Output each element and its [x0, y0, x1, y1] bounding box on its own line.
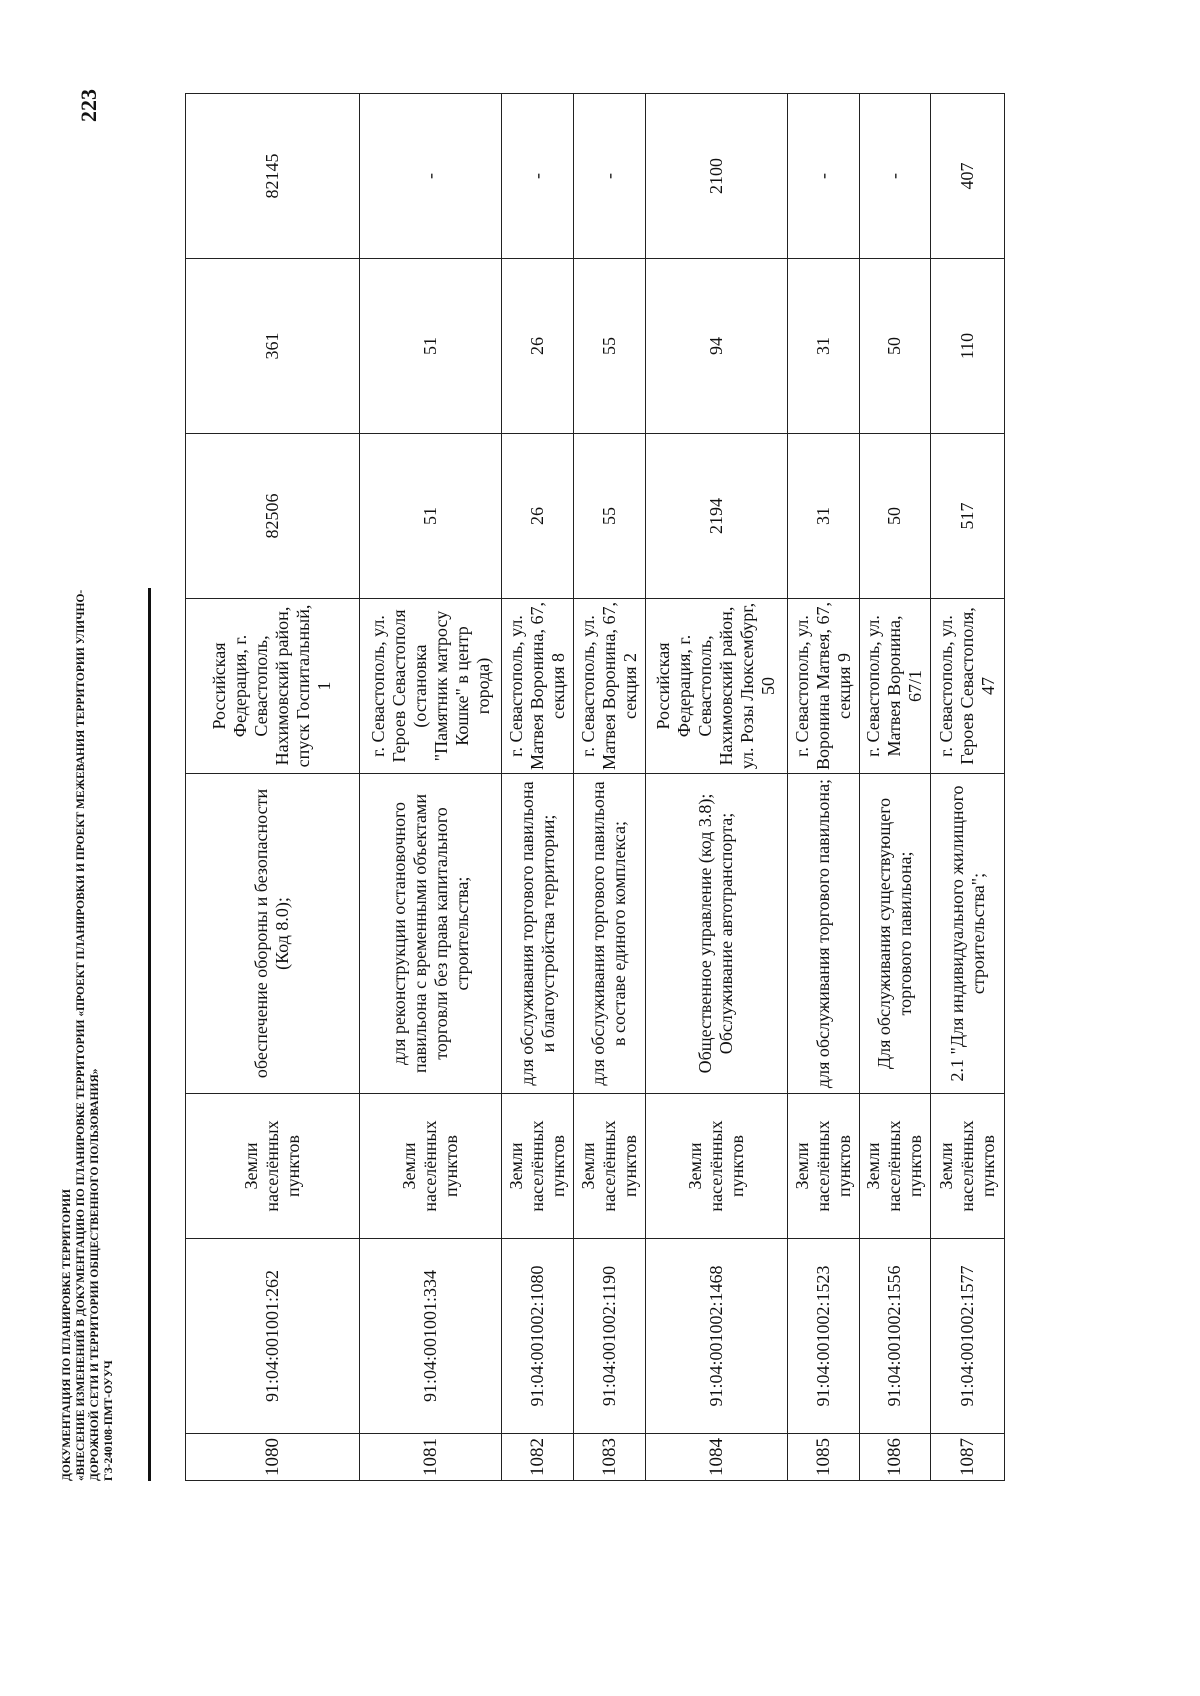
permitted-use: Для обслуживания существующего торгового павильона; [859, 774, 931, 1094]
table-row [645, 94, 787, 1481]
area-total: 31 [787, 434, 859, 599]
area-remaining: 2100 [645, 94, 787, 259]
cadastral-number: 91:04:001002:1523 [787, 1239, 859, 1434]
table-row [931, 94, 1005, 1481]
row-number: 1080 [186, 1434, 360, 1481]
land-category: Земли населённых пунктов [502, 1094, 574, 1239]
row-number: 1086 [859, 1434, 931, 1481]
address: Российская Федерация, г. Севастополь, Нахимовский район, спуск Госпитальный, 1 [186, 599, 360, 774]
area-remaining: 407 [931, 94, 1005, 259]
cadastral-number: 91:04:001002:1556 [859, 1239, 931, 1434]
area-part: 50 [859, 259, 931, 434]
permitted-use: Общественное управление (код 3.8); Обслуживание автотранспорта; [645, 774, 787, 1094]
area-remaining: - [573, 94, 645, 259]
address: г. Севастополь, ул. Матвея Воронина, 67/1 [859, 599, 931, 774]
cadastral-number: 91:04:001002:1190 [573, 1239, 645, 1434]
area-total: 82506 [186, 434, 360, 599]
address: г. Севастополь, ул. Героев Севастополя (остановка "Памятник матросу Кошке" в центр города) [359, 599, 501, 774]
land-category: Земли населённых пунктов [787, 1094, 859, 1239]
address: г. Севастополь, ул. Воронина Матвея, 67, секция 9 [787, 599, 859, 774]
area-part: 51 [359, 259, 501, 434]
address: г. Севастополь, ул. Матвея Воронина, 67, секция 2 [573, 599, 645, 774]
table-row [787, 94, 859, 1481]
area-part: 31 [787, 259, 859, 434]
table-row [186, 94, 360, 1481]
area-remaining: - [859, 94, 931, 259]
area-remaining: - [359, 94, 501, 259]
permitted-use: 2.1 "Для индивидуального жилищного строительства"; [931, 774, 1005, 1094]
header-line: «ВНЕСЕНИЕ ИЗМЕНЕНИЙ В ДОКУМЕНТАЦИЮ ПО ПЛАНИРОВКЕ ТЕРРИТОРИИ «ПРОЕКТ ПЛАНИРОВКИ И ПРОЕКТ МЕЖЕВАНИЯ ТЕРРИТОРИИ УЛИЧНО- [75, 589, 87, 1481]
permitted-use: для реконструкции остановочного павильона с временными объектами торговли без права капитального строительства; [359, 774, 501, 1094]
cadastral-number: 91:04:001002:1080 [502, 1239, 574, 1434]
document-header [60, 321, 116, 1481]
header-line: ДОРОЖНОЙ СЕТИ И ТЕРРИТОРИИ ОБЩЕСТВЕННОГО ПОЛЬЗОВАНИЯ» [89, 1068, 101, 1481]
area-remaining: - [787, 94, 859, 259]
cadastral-number: 91:04:001001:262 [186, 1239, 360, 1434]
row-number: 1082 [502, 1434, 574, 1481]
cadastral-number: 91:04:001001:334 [359, 1239, 501, 1434]
table-row [502, 94, 574, 1481]
area-remaining: 82145 [186, 94, 360, 259]
cadastral-number: 91:04:001002:1468 [645, 1239, 787, 1434]
row-number: 1084 [645, 1434, 787, 1481]
header-line: ДОКУМЕНТАЦИЯ ПО ПЛАНИРОВКЕ ТЕРРИТОРИИ [61, 1189, 73, 1481]
permitted-use: обеспечение обороны и безопасности (Код 8.0); [186, 774, 360, 1094]
area-total: 50 [859, 434, 931, 599]
land-category: Земли населённых пунктов [931, 1094, 1005, 1239]
land-category: Земли населённых пунктов [186, 1094, 360, 1239]
row-number: 1085 [787, 1434, 859, 1481]
area-part: 94 [645, 259, 787, 434]
table-row [573, 94, 645, 1481]
row-number: 1081 [359, 1434, 501, 1481]
address: Российская Федерация, г. Севастополь, Нахимовский район, ул. Розы Люксембург, 50 [645, 599, 787, 774]
land-category: Земли населённых пунктов [573, 1094, 645, 1239]
land-category: Земли населённых пунктов [645, 1094, 787, 1239]
address: г. Севастополь, ул. Матвея Воронина, 67, секция 8 [502, 599, 574, 774]
area-remaining: - [502, 94, 574, 259]
area-total: 51 [359, 434, 501, 599]
cadastral-number: 91:04:001002:1577 [931, 1239, 1005, 1434]
land-category: Земли населённых пунктов [359, 1094, 501, 1239]
land-category: Земли населённых пунктов [859, 1094, 931, 1239]
area-part: 26 [502, 259, 574, 434]
area-part: 55 [573, 259, 645, 434]
area-part: 361 [186, 259, 360, 434]
area-total: 517 [931, 434, 1005, 599]
land-plots-table [185, 93, 1005, 1481]
permitted-use: для обслуживания торгового павильона; [787, 774, 859, 1094]
row-number: 1083 [573, 1434, 645, 1481]
area-total: 26 [502, 434, 574, 599]
address: г. Севастополь, ул. Героев Севастополя, 47 [931, 599, 1005, 774]
header-line: ГЗ-240108-ПМТ-ОУУЧ [103, 1360, 115, 1481]
permitted-use: для обслуживания торгового павильона и благоустройства территории; [502, 774, 574, 1094]
table-row [859, 94, 931, 1481]
area-total: 2194 [645, 434, 787, 599]
permitted-use: для обслуживания торгового павильона в составе единого комплекса; [573, 774, 645, 1094]
row-number: 1087 [931, 1434, 1005, 1481]
header-divider [148, 588, 151, 1481]
area-total: 55 [573, 434, 645, 599]
page-number: 223 [76, 89, 101, 122]
area-part: 110 [931, 259, 1005, 434]
table-row [359, 94, 501, 1481]
